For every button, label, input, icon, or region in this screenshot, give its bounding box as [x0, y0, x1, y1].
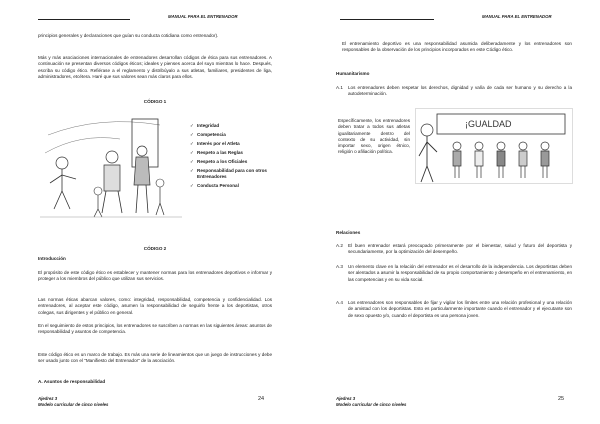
page-25	[300, 0, 600, 424]
page-number: 25	[558, 396, 565, 402]
header-title: MANUAL PARA EL ENTRENADOR	[168, 14, 238, 19]
humanitarismo-heading: Humanitarismo	[336, 71, 370, 76]
check-icon: ✓	[190, 183, 194, 188]
list-item: ✓ Integridad	[190, 123, 220, 128]
header-title: MANUAL PARA EL ENTRENADOR	[482, 14, 552, 19]
item-label: A.2	[336, 243, 343, 248]
header-rule	[38, 19, 130, 20]
check-icon: ✓	[190, 168, 194, 173]
item-label: A.4	[336, 300, 343, 305]
paragraph: Un elemento clave en la relación del entrenador es el desarrollo de la independencia. Los deportistas deben ser alentados a asumir la responsabilidad de su propio comportamiento y desempeño en el entrenamiento, en las competencias y en su vida social.	[348, 264, 572, 282]
check-icon: ✓	[190, 132, 194, 137]
header-rule	[340, 19, 434, 20]
paragraph: El propósito de este código ético es establecer y mantener normas para los entrenadores deportivos e informar y proteger a los miembros del público que utilizan sus servicios.	[38, 270, 272, 282]
paragraph: El buen entrenador estará preocupado primeramente por el bienestar, salud y futuro del deportista y secundariamente, por la optimización del desempeño.	[348, 243, 572, 255]
paragraph: Específicamente, los entrenadores deben tratar a todos sus atletas igualitariamente dentro del contexto de su actividad, sin importar sexo, origen étnico, religión o afiliación política.	[338, 118, 410, 155]
footer-line: Modelo curricular de cinco niveles	[336, 401, 407, 407]
paragraph: principios generales y declaraciones que guían su conducta cotidiana como entrenador).	[38, 33, 219, 38]
footer-line: Ajedrez 3	[336, 396, 356, 401]
item-label: A.3	[336, 264, 343, 269]
list-item: ✓ Responsabilidad para con otros Entrenadores	[190, 168, 267, 179]
code2-title: CÓDIGO 2	[143, 246, 167, 251]
item-label: A.1	[336, 85, 343, 90]
paragraph: Más y más asociaciones internacionales de entrenadores desarrollan códigos de ética para sus entrenadores. A continuación se presentan diversos códigos éticos; ideales y pienses acerca del suyo mientras lo hace. Después, escriba su código ético. Refiérase a el reglamento y distribúyalo a sus atletas, familiares, presidentes de liga, administradores, etcétera. Haré que sus valores sean más claros para ellos.	[38, 55, 272, 79]
paragraph: Los entrenadores son responsables de fijar y vigilar los límites entre una relación profesional y una relación de amistad con los deportistas. Esto es particularmente importante cuando el entrenador y el ejecutante son de sexo opuesto y/o, cuando el deportista es una persona joven.	[348, 300, 572, 318]
paragraph: El entrenamiento deportivo es una responsabilidad asumida deliberadamente y los entrenadores son responsables de la observación de los principios incorporados en este Código ético.	[342, 41, 572, 53]
paragraph: En el seguimiento de estos principios, los entrenadores se suscriben a normas en las siguientes áreas: asuntos de responsabilidad y asuntos de competencia.	[38, 323, 272, 335]
footer	[336, 396, 406, 407]
section-a-heading: A. Asuntos de responsabilidad	[38, 379, 106, 384]
relaciones-heading: Relaciones	[336, 230, 361, 235]
code1-title: CÓDIGO 1	[143, 99, 167, 104]
paragraph: Las normas éticas abarcan valores, como: integridad, responsabilidad, competencia y confidencialidad. Los entrenadores, al aceptar este código, asumen la responsabilidad de seguirlo frente a los deportistas, otros colegas, sus dirigentes y el público en general.	[38, 297, 272, 315]
code1-checklist	[190, 123, 276, 192]
footer	[38, 396, 108, 407]
equality-illustration	[415, 108, 573, 184]
check-icon: ✓	[190, 123, 194, 128]
coaching-illustration	[40, 113, 182, 221]
list-item: ✓ Respeto a los Oficiales	[190, 159, 248, 164]
page-number: 24	[258, 396, 265, 402]
check-icon: ✓	[190, 159, 194, 164]
board-text: ¡GUALDAD	[465, 119, 512, 129]
footer-line: Ajedrez 3	[38, 396, 58, 401]
paragraph: Este código ético es un marco de trabajo. Es más una serie de lineamientos que un juego de instrucciones y debe ser usado junto con el "Manifiesto del Entrenador" de la asociación.	[38, 352, 272, 364]
list-item: ✓ Respeto a las Reglas	[190, 150, 243, 155]
list-item: ✓ Competencia	[190, 132, 226, 137]
paragraph: Los entrenadores deben respetar los derechos, dignidad y valía de cada ser humano y su derecho a la autodeterminación.	[348, 85, 572, 97]
footer-line: Modelo curricular de cinco niveles	[38, 401, 109, 407]
list-item: ✓ Conducta Personal	[190, 183, 239, 188]
list-item: ✓ Interés por el Atleta	[190, 141, 240, 146]
check-icon: ✓	[190, 141, 194, 146]
check-icon: ✓	[190, 150, 194, 155]
intro-heading: Introducción	[38, 256, 66, 261]
